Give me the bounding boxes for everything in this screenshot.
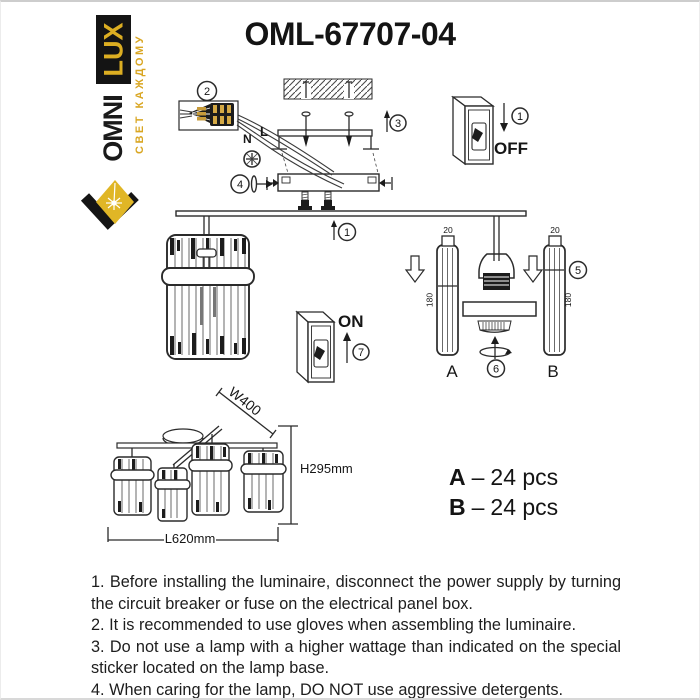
rod-b-height: 180 bbox=[563, 292, 573, 308]
step-3-callout bbox=[384, 110, 406, 132]
part-a-label: A bbox=[449, 464, 466, 490]
dimension-width: W400 bbox=[225, 383, 265, 419]
step-number-1: 1 bbox=[516, 111, 524, 123]
logo-diamond-mark bbox=[81, 178, 151, 240]
dimension-figure bbox=[108, 383, 353, 546]
socket-assembly bbox=[463, 254, 536, 377]
part-a-qty: 24 pcs bbox=[490, 464, 559, 490]
rod-a-height: 180 bbox=[424, 292, 435, 308]
logo-tagline-wrap bbox=[131, 10, 148, 178]
logo-omni-text: OMNI bbox=[98, 94, 128, 162]
dimension-length: L620mm bbox=[164, 531, 216, 546]
installation-instructions bbox=[91, 572, 621, 700]
canopy-plate bbox=[267, 174, 392, 210]
off-switch-figure bbox=[453, 97, 528, 164]
parts-row-a bbox=[449, 462, 558, 492]
phillips-screw-head bbox=[244, 151, 260, 167]
terminal-block-figure bbox=[179, 82, 238, 131]
step-number-3: 3 bbox=[394, 118, 402, 130]
step-number-5: 5 bbox=[574, 265, 582, 277]
mounting-bracket bbox=[271, 112, 379, 173]
instruction-3: 3. Do not use a lamp with a higher wattage than indicated on the special sticker located on the lamp base. bbox=[91, 637, 621, 678]
parts-list bbox=[449, 462, 558, 522]
on-label: ON bbox=[338, 312, 364, 331]
part-b-label: B bbox=[449, 494, 466, 520]
wire-live-label: L bbox=[260, 124, 268, 139]
crystal-rod-a bbox=[406, 225, 458, 381]
off-label: OFF bbox=[494, 139, 528, 158]
step-number-6: 6 bbox=[492, 363, 500, 376]
dimension-height: H295mm bbox=[300, 461, 353, 476]
part-b-dash: – bbox=[471, 494, 485, 520]
step-number-4: 4 bbox=[236, 179, 244, 191]
rod-a-width: 20 bbox=[443, 225, 453, 235]
instruction-2: 2. It is recommended to use gloves when assembling the luminaire. bbox=[91, 616, 577, 635]
step-number-7: 7 bbox=[357, 347, 365, 359]
logo-omni-text-wrap bbox=[96, 84, 131, 172]
wire-neutral-label: N bbox=[243, 132, 252, 146]
on-switch-figure bbox=[297, 312, 369, 382]
logo-tagline: СВЕТ КАЖДОМУ bbox=[133, 34, 146, 154]
logo-lux-text: LUX bbox=[98, 22, 128, 77]
step-number-2: 2 bbox=[203, 86, 211, 98]
ceiling-section bbox=[284, 79, 372, 99]
instruction-1: 1. Before installing the luminaire, disconnect the power supply by turning the circuit breaker or fuse on the electrical panel box. bbox=[91, 573, 621, 613]
lamp-shade-detail bbox=[162, 235, 254, 359]
rod-a-label: A bbox=[446, 362, 458, 381]
rod-b-width: 20 bbox=[550, 225, 560, 235]
instruction-4: 4. When caring for the lamp, DO NOT use aggressive detergents. bbox=[91, 680, 564, 699]
part-b-qty: 24 pcs bbox=[490, 494, 559, 520]
logo-lux-box bbox=[96, 15, 131, 84]
page-title: OML-67707-04 bbox=[244, 16, 456, 52]
rod-b-label: B bbox=[547, 362, 559, 381]
part-a-dash: – bbox=[471, 464, 485, 490]
step-number-1b: 1 bbox=[343, 227, 351, 239]
parts-row-b bbox=[449, 492, 558, 522]
